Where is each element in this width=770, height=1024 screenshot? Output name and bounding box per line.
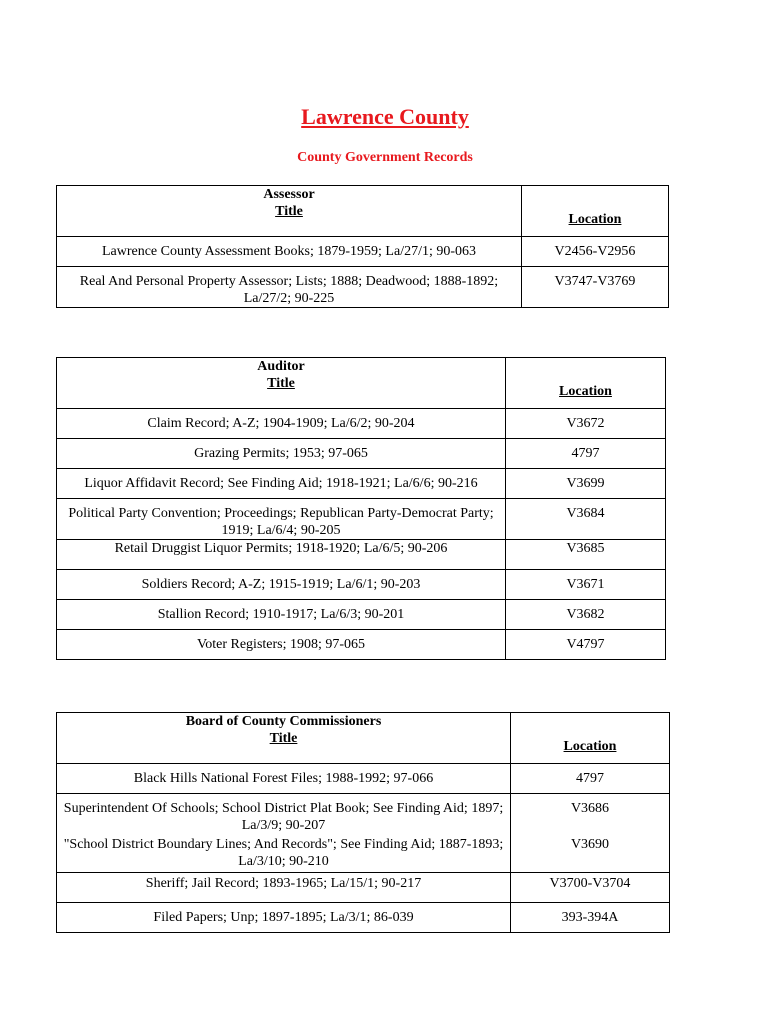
record-title-cell xyxy=(57,630,506,660)
record-location-cell xyxy=(506,540,666,570)
section-header-cell xyxy=(57,358,506,409)
table-row xyxy=(57,570,666,600)
title-column-header: Title xyxy=(269,731,298,746)
record-title: "School District Boundary Lines; And Records"; See Finding Aid; 1887-1893; La/3/10; 90-210 xyxy=(63,837,504,869)
table-row xyxy=(57,469,666,499)
record-title: Political Party Convention; Proceedings; Republican Party-Democrat Party; 1919; La/6/4; 90-205 xyxy=(68,506,494,538)
section-header-cell xyxy=(57,713,511,764)
location-column-header: Location xyxy=(511,713,670,764)
record-location: V3672 xyxy=(566,416,605,431)
record-location-cell xyxy=(506,499,666,540)
location-column-header: Location xyxy=(506,358,666,409)
record-location: V3747-V3769 xyxy=(554,274,636,289)
table-header-row xyxy=(57,186,669,237)
record-location: V3686 xyxy=(570,801,610,816)
section-name: Board of County Commissioners xyxy=(185,714,382,729)
table-row xyxy=(57,237,669,267)
table-row xyxy=(57,600,666,630)
table-row xyxy=(57,499,666,540)
record-title: Liquor Affidavit Record; See Finding Aid; 1918-1921; La/6/6; 90-216 xyxy=(84,476,478,491)
record-location-cell xyxy=(506,469,666,499)
record-location-cell xyxy=(506,570,666,600)
record-location-cell xyxy=(511,764,670,794)
record-title: Real And Personal Property Assessor; Lists; 1888; Deadwood; 1888-1892; La/27/2; 90-225 xyxy=(79,274,499,306)
record-title-cell xyxy=(57,409,506,439)
table-row xyxy=(57,267,669,308)
section-header-cell xyxy=(57,186,522,237)
record-title-cell xyxy=(57,267,522,308)
title-column-header: Title xyxy=(267,376,295,391)
table-row xyxy=(57,764,670,794)
record-title-cell xyxy=(57,469,506,499)
record-title-cell xyxy=(57,237,522,267)
assessor-table xyxy=(56,185,669,308)
record-title-cell xyxy=(57,794,511,835)
record-title: Claim Record; A-Z; 1904-1909; La/6/2; 90-204 xyxy=(147,416,415,431)
record-title-cell xyxy=(57,499,506,540)
record-location: V2456-V2956 xyxy=(554,244,636,259)
auditor-table xyxy=(56,357,666,660)
record-location: V3699 xyxy=(566,476,605,491)
record-location: V4797 xyxy=(566,637,605,652)
record-title-cell xyxy=(57,439,506,469)
record-title-cell xyxy=(57,872,511,902)
record-location: V3684 xyxy=(566,506,605,521)
record-location-cell xyxy=(511,794,670,835)
record-title: Filed Papers; Unp; 1897-1895; La/3/1; 86-039 xyxy=(153,909,414,925)
record-location: V3682 xyxy=(566,607,605,622)
record-title: Lawrence County Assessment Books; 1879-1959; La/27/1; 90-063 xyxy=(101,244,477,259)
record-location-cell xyxy=(506,409,666,439)
title-column-header: Title xyxy=(275,204,303,219)
location-column-header: Location xyxy=(522,186,669,237)
table-row xyxy=(57,439,666,469)
record-title: Soldiers Record; A-Z; 1915-1919; La/6/1; 90-203 xyxy=(141,577,421,592)
record-location: 4797 xyxy=(576,771,604,786)
table-row xyxy=(57,630,666,660)
record-title-cell xyxy=(57,570,506,600)
table-row xyxy=(57,409,666,439)
record-location: V3690 xyxy=(570,837,610,852)
page-title: Lawrence County xyxy=(301,104,469,129)
table-row xyxy=(57,834,670,872)
record-title-cell xyxy=(57,764,511,794)
section-name: Auditor xyxy=(257,359,305,374)
record-title-cell xyxy=(57,834,511,872)
record-title: Superintendent Of Schools; School District Plat Book; See Finding Aid; 1897; La/3/9; 90-207 xyxy=(63,801,504,833)
record-location-cell xyxy=(506,630,666,660)
table-header-row xyxy=(57,358,666,409)
record-title: Stallion Record; 1910-1917; La/6/3; 90-201 xyxy=(157,607,405,622)
record-location: 4797 xyxy=(571,446,600,461)
commissioners-table xyxy=(56,712,670,933)
record-location-cell xyxy=(522,267,669,308)
table-header-row xyxy=(57,713,670,764)
record-title-cell xyxy=(57,600,506,630)
record-location-cell xyxy=(506,439,666,469)
record-title-cell xyxy=(57,540,506,570)
record-location: 393-394A xyxy=(561,909,619,925)
record-location: V3700-V3704 xyxy=(549,875,631,891)
record-location-cell xyxy=(511,902,670,932)
record-title: Voter Registers; 1908; 97-065 xyxy=(196,637,366,652)
record-location-cell xyxy=(511,834,670,872)
table-row xyxy=(57,540,666,570)
record-location: V3671 xyxy=(566,577,605,592)
record-title: Grazing Permits; 1953; 97-065 xyxy=(194,446,368,461)
page-subtitle: County Government Records xyxy=(297,150,473,165)
record-title: Retail Druggist Liquor Permits; 1918-1920; La/6/5; 90-206 xyxy=(114,541,448,556)
record-location: V3685 xyxy=(566,541,605,556)
record-location-cell xyxy=(511,872,670,902)
table-row xyxy=(57,872,670,902)
record-title-cell xyxy=(57,902,511,932)
table-row xyxy=(57,794,670,835)
record-location-cell xyxy=(506,600,666,630)
record-title: Sheriff; Jail Record; 1893-1965; La/15/1; 90-217 xyxy=(145,875,422,891)
table-row xyxy=(57,902,670,932)
record-title: Black Hills National Forest Files; 1988-1992; 97-066 xyxy=(133,771,434,786)
record-location-cell xyxy=(522,237,669,267)
section-name: Assessor xyxy=(263,187,315,202)
